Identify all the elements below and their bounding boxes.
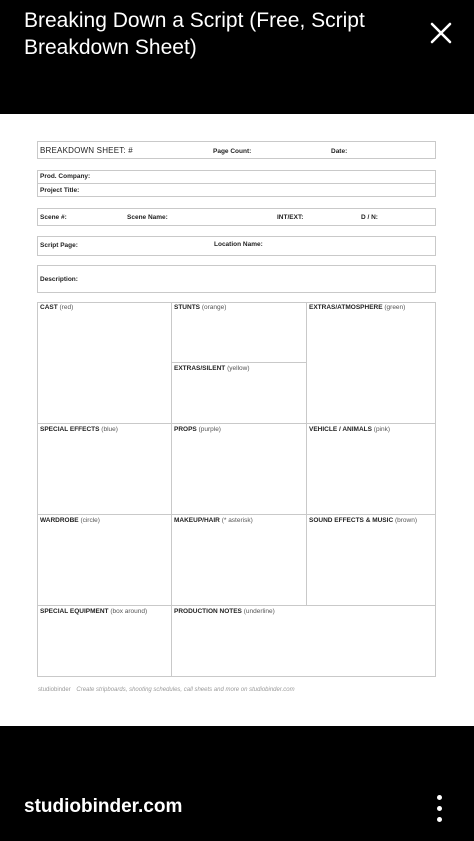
stunts-label: STUNTS (orange) (174, 304, 227, 311)
vehicle-animals-cell (306, 423, 436, 515)
wardrobe-label: WARDROBE (circle) (40, 517, 100, 524)
project-title-row (37, 183, 436, 197)
sound-effects-music-cell (306, 514, 436, 606)
breakdown-sheet-image[interactable] (0, 114, 474, 726)
close-icon[interactable] (424, 16, 458, 50)
cast-label: CAST (red) (40, 304, 74, 311)
props-label: PROPS (purple) (174, 426, 221, 433)
cast-cell (37, 302, 172, 424)
page-count-label: Page Count: (213, 148, 252, 155)
description-label: Description: (40, 276, 78, 283)
scene-name-label: Scene Name: (127, 214, 168, 221)
extras-silent-label: EXTRAS/SILENT (yellow) (174, 365, 250, 372)
sheet-footer (38, 687, 295, 693)
extras-atmosphere-label: EXTRAS/ATMOSPHERE (green) (309, 304, 406, 311)
special-effects-cell (37, 423, 172, 515)
makeup-hair-cell (171, 514, 307, 606)
production-notes-label: PRODUCTION NOTES (underline) (174, 608, 275, 615)
image-viewer-header (0, 0, 474, 114)
special-equipment-label: SPECIAL EQUIPMENT (box around) (40, 608, 148, 615)
extras-atmosphere-cell (306, 302, 436, 424)
int-ext-label: INT/EXT: (277, 214, 304, 221)
day-night-label: D / N: (361, 214, 378, 221)
wardrobe-cell (37, 514, 172, 606)
footer-tagline: Create stripboards, shooting schedules, call sheets and more on studiobinder.com (76, 687, 295, 693)
makeup-hair-label: MAKEUP/HAIR (* asterisk) (174, 517, 253, 524)
special-effects-label: SPECIAL EFFECTS (blue) (40, 426, 118, 433)
script-page-label: Script Page: (40, 242, 78, 249)
project-title-label: Project Title: (40, 187, 80, 194)
date-label: Date: (331, 148, 348, 155)
special-equipment-cell (37, 605, 172, 677)
stunts-cell (171, 302, 307, 363)
image-viewer-footer (0, 726, 474, 841)
breakdown-sheet-label: BREAKDOWN SHEET: # (40, 146, 133, 155)
vehicle-animals-label: VEHICLE / ANIMALS (pink) (309, 426, 391, 433)
studiobinder-logo: studiobinder (38, 687, 71, 693)
prod-company-row (37, 170, 436, 184)
image-title: Breaking Down a Script (Free, Script Breakdown Sheet) (24, 9, 365, 59)
location-name-label: Location Name: (214, 241, 263, 248)
sound-effects-music-label: SOUND EFFECTS & MUSIC (brown) (309, 517, 418, 524)
description-row (37, 265, 436, 293)
more-vertical-icon[interactable] (432, 794, 448, 824)
props-cell (171, 423, 307, 515)
source-site-link[interactable]: studiobinder.com (24, 796, 183, 817)
prod-company-label: Prod. Company: (40, 173, 91, 180)
scene-number-label: Scene #: (40, 214, 67, 221)
production-notes-cell (171, 605, 436, 677)
